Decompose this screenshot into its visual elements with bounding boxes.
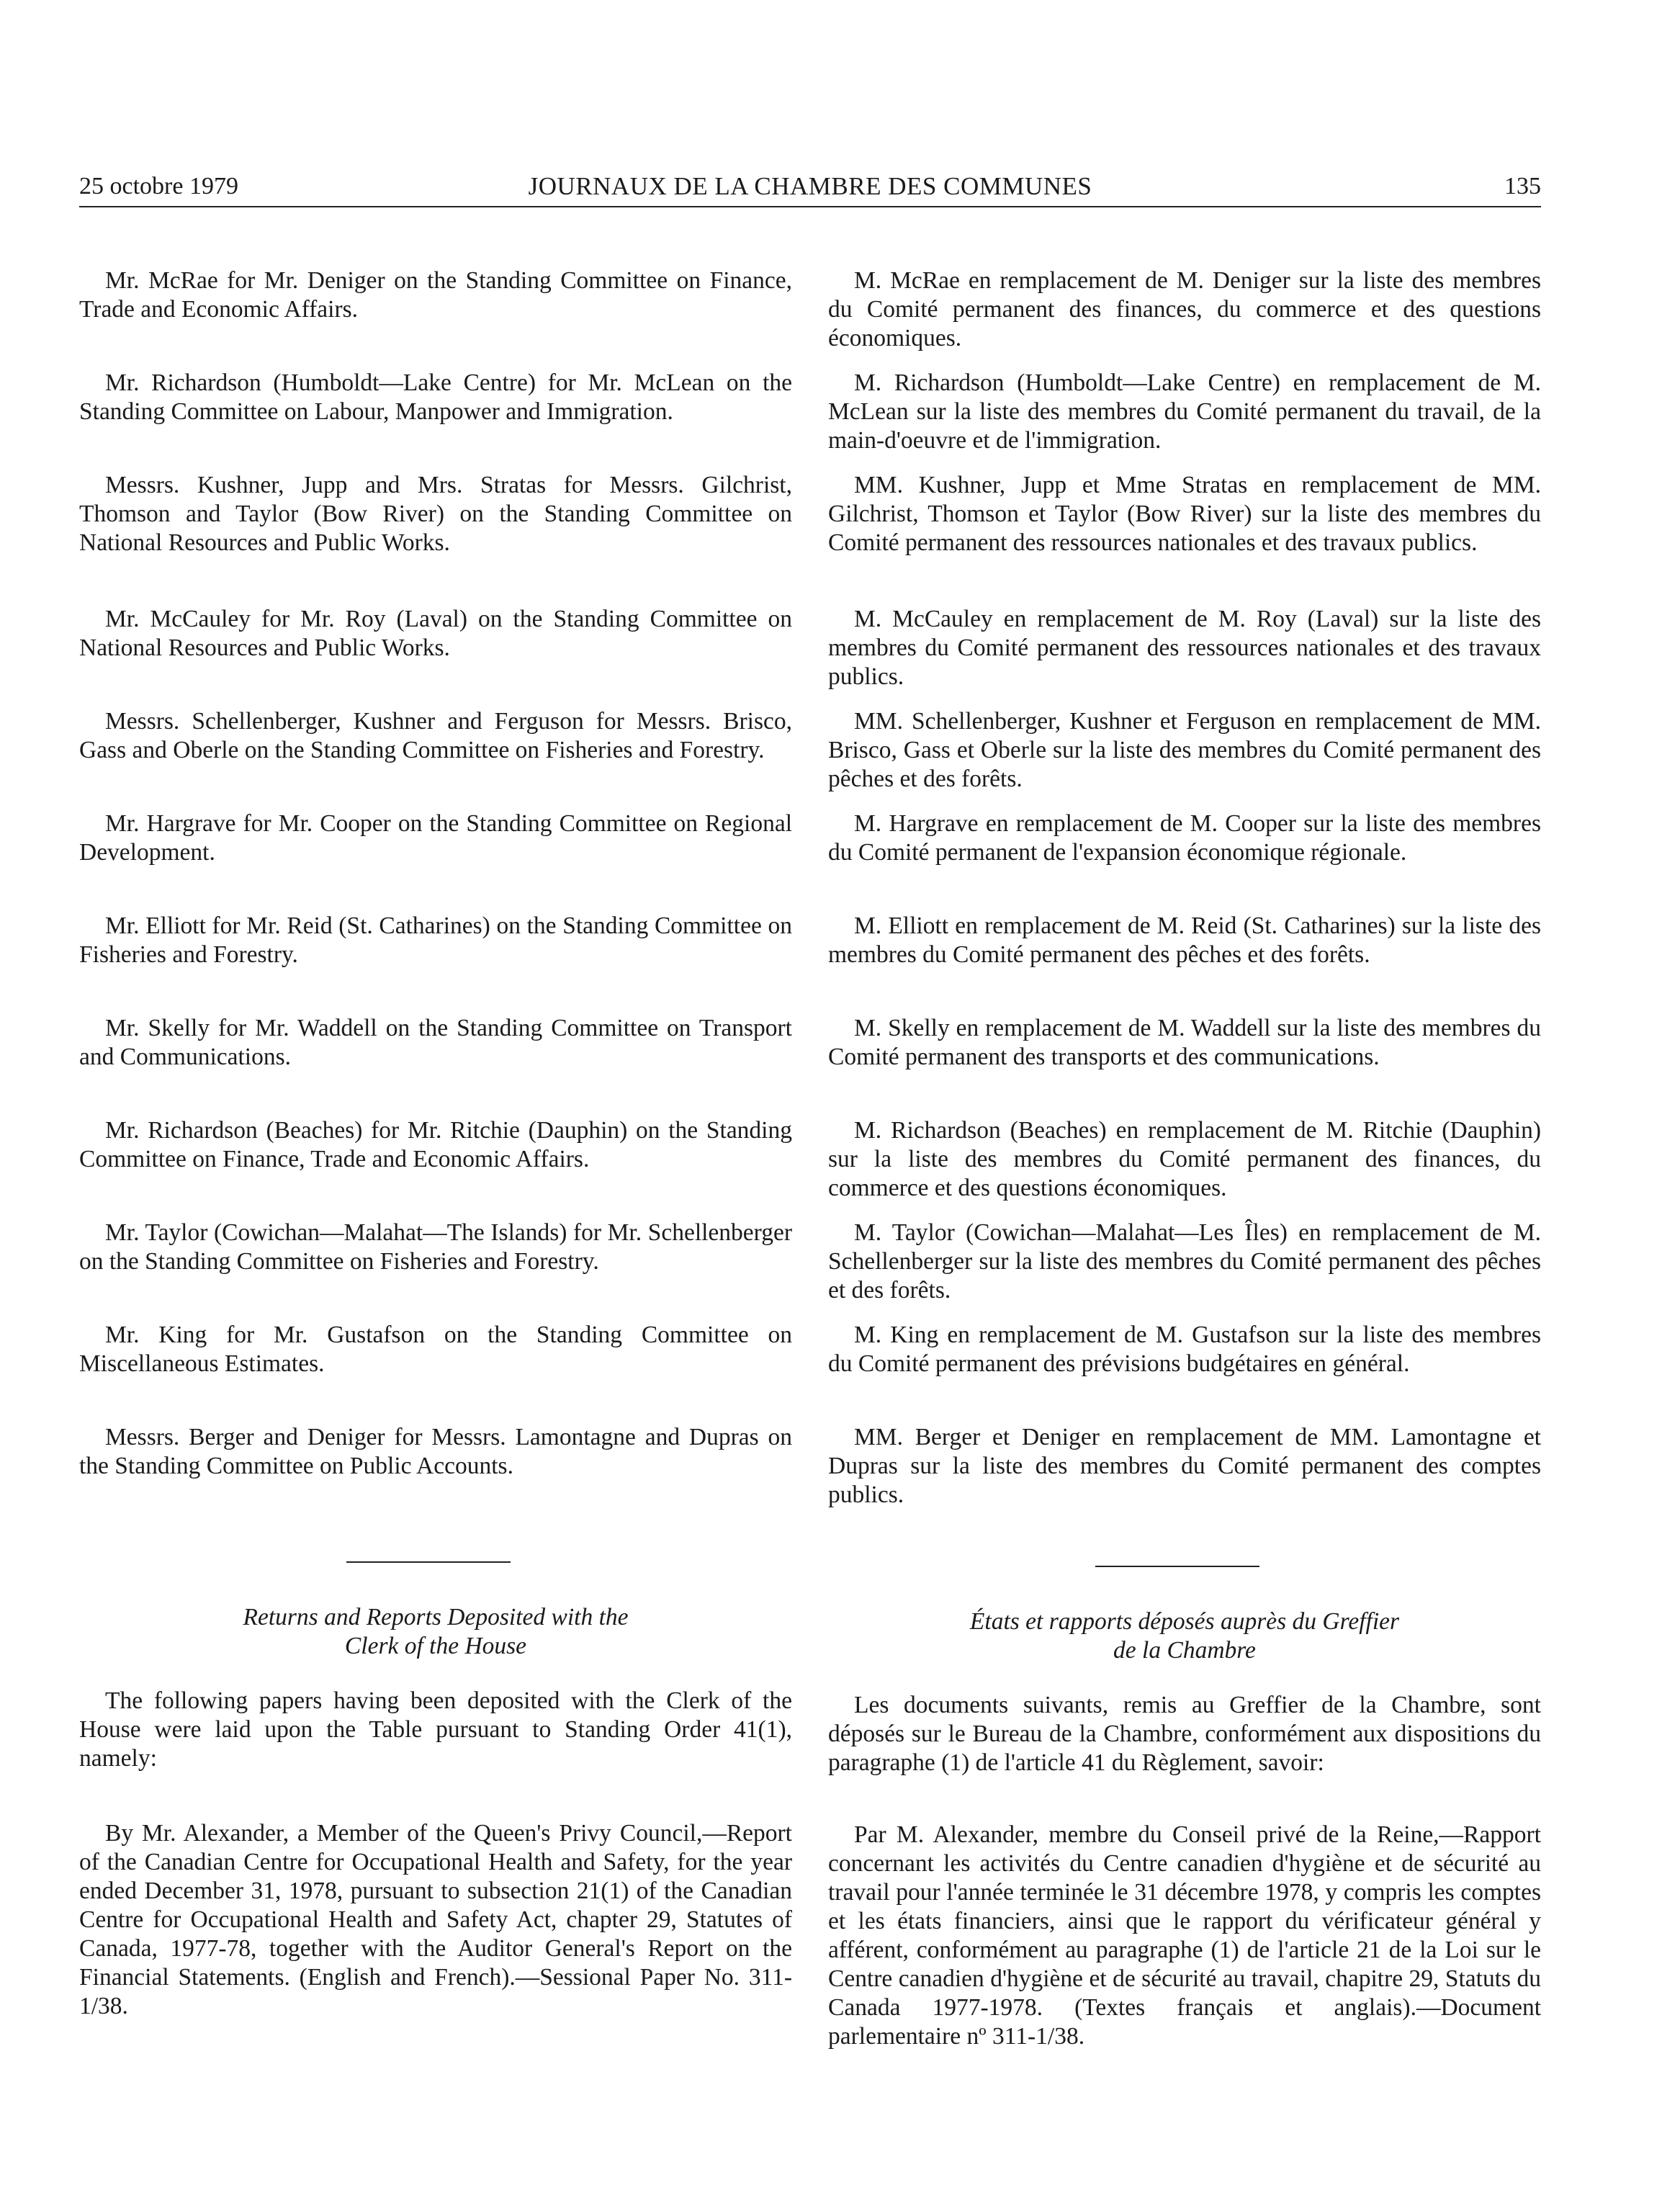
paragraph-en-5: Messrs. Schellenberger, Kushner and Ferguson for Messrs. Brisco, Gass and Oberle on the Standing Committee on Fisheries and Forestry.: [79, 708, 792, 763]
header-date: 25 octobre 1979: [79, 173, 238, 199]
paragraph-en-2: Mr. Richardson (Humboldt—Lake Centre) for Mr. McLean on the Standing Committee on Labour, Manpower and Immigration.: [79, 369, 792, 425]
paragraph-en-11: Mr. King for Mr. Gustafson on the Standing Committee on Miscellaneous Estimates.: [79, 1322, 792, 1377]
paragraph-en-4: Mr. McCauley for Mr. Roy (Laval) on the Standing Committee on National Resources and Public Works.: [79, 606, 792, 661]
page-header: [79, 164, 1541, 207]
section-heading-en-line2: Clerk of the House: [344, 1633, 527, 1659]
paragraph-en-10: Mr. Taylor (Cowichan—Malahat—The Islands) for Mr. Schellenberger on the Standing Committee on Fisheries and Forestry.: [79, 1219, 792, 1275]
paragraph-fr-4: M. McCauley en remplacement de M. Roy (Laval) sur la liste des membres du Comité permanent des ressources nationales et des travaux publics.: [828, 606, 1541, 690]
section-heading-en: [79, 1603, 792, 1661]
paragraph-en-12: Messrs. Berger and Deniger for Messrs. Lamontagne and Dupras on the Standing Committee on Public Accounts.: [79, 1424, 792, 1479]
section-item-en: By Mr. Alexander, a Member of the Queen's Privy Council,—Report of the Canadian Centre for Occupational Health and Safety, for the year ended December 31, 1978, pursuant to subsection 21(1) of the Canadian Centre for Occupational Health and Safety Act, chapter 29, Statutes of Canada, 1977-78, together with the Auditor General's Report on the Financial Statements. (English and French).—Sessional Paper No. 311-1/38.: [79, 1820, 792, 2019]
paragraph-en-6: Mr. Hargrave for Mr. Cooper on the Standing Committee on Regional Development.: [79, 810, 792, 866]
paragraph-fr-10: M. Taylor (Cowichan—Malahat—Les Îles) en remplacement de M. Schellenberger sur la liste des membres du Comité permanent des pêches et des forêts.: [828, 1219, 1541, 1304]
paragraph-en-3: Messrs. Kushner, Jupp and Mrs. Stratas for Messrs. Gilchrist, Thomson and Taylor (Bow River) on the Standing Committee on National Resources and Public Works.: [79, 472, 792, 556]
paragraph-fr-12: MM. Berger et Deniger en remplacement de MM. Lamontagne et Dupras sur la liste des membres du Comité permanent des comptes publics.: [828, 1424, 1541, 1508]
paragraph-fr-7: M. Elliott en remplacement de M. Reid (St. Catharines) sur la liste des membres du Comité permanent des pêches et des forêts.: [828, 912, 1541, 968]
section-intro-en: The following papers having been deposited with the Clerk of the House were laid upon the Table pursuant to Standing Order 41(1), namely:: [79, 1687, 792, 1772]
paragraph-fr-9: M. Richardson (Beaches) en remplacement de M. Ritchie (Dauphin) sur la liste des membres du Comité permanent des finances, du commerce et des questions économiques.: [828, 1117, 1541, 1201]
paragraph-fr-5: MM. Schellenberger, Kushner et Ferguson en remplacement de MM. Brisco, Gass et Oberle sur la liste des membres du Comité permanent des pêches et des forêts.: [828, 708, 1541, 792]
paragraph-en-9: Mr. Richardson (Beaches) for Mr. Ritchie (Dauphin) on the Standing Committee on Finance, Trade and Economic Affairs.: [79, 1117, 792, 1172]
paragraph-en-8: Mr. Skelly for Mr. Waddell on the Standing Committee on Transport and Communications.: [79, 1015, 792, 1070]
paragraph-fr-1: M. McRae en remplacement de M. Deniger sur la liste des membres du Comité permanent des finances, du commerce et des questions économiques.: [828, 267, 1541, 351]
section-intro-fr: Les documents suivants, remis au Greffier de la Chambre, sont déposés sur le Bureau de la Chambre, conformément aux dispositions du paragraphe (1) de l'article 41 du Règlement, savoir:: [828, 1692, 1541, 1776]
section-divider-left: [346, 1561, 511, 1563]
section-heading-fr: [828, 1607, 1541, 1665]
section-divider-right: [1095, 1566, 1259, 1567]
section-item-fr: Par M. Alexander, membre du Conseil privé de la Reine,—Rapport concernant les activités du Centre canadien d'hygiène et de sécurité au travail pour l'année terminée le 31 décembre 1978, y compris les comptes et les états financiers, ainsi que le rapport du vérificateur général y afférent, conformément au paragraphe (1) de l'article 21 de la Loi sur le Centre canadien d'hygiène et de sécurité au travail, chapitre 29, Statuts du Canada 1977-1978. (Textes français et anglais).—Document parlementaire nº 311-1/38.: [828, 1821, 1541, 2050]
paragraph-fr-8: M. Skelly en remplacement de M. Waddell sur la liste des membres du Comité permanent des transports et des communications.: [828, 1015, 1541, 1070]
section-heading-en-line1: Returns and Reports Deposited with the: [243, 1604, 629, 1630]
paragraph-fr-6: M. Hargrave en remplacement de M. Cooper sur la liste des membres du Comité permanent de l'expansion économique régionale.: [828, 810, 1541, 866]
paragraph-fr-3: MM. Kushner, Jupp et Mme Stratas en remplacement de MM. Gilchrist, Thomson et Taylor (Bow River) sur la liste des membres du Comité permanent des ressources nationales et des travaux publics.: [828, 472, 1541, 556]
paragraph-en-7: Mr. Elliott for Mr. Reid (St. Catharines) on the Standing Committee on Fisheries and Forestry.: [79, 912, 792, 968]
paragraph-en-1: Mr. McRae for Mr. Deniger on the Standing Committee on Finance, Trade and Economic Affairs.: [79, 267, 792, 323]
paragraph-fr-2: M. Richardson (Humboldt—Lake Centre) en remplacement de M. McLean sur la liste des membres du Comité permanent du travail, de la main-d'oeuvre et de l'immigration.: [828, 369, 1541, 454]
header-title: JOURNAUX DE LA CHAMBRE DES COMMUNES: [528, 172, 1092, 200]
section-heading-fr-line2: de la Chambre: [1113, 1637, 1256, 1664]
paragraph-fr-11: M. King en remplacement de M. Gustafson sur la liste des membres du Comité permanent des prévisions budgétaires en général.: [828, 1322, 1541, 1377]
section-heading-fr-line1: États et rapports déposés auprès du Greffier: [969, 1608, 1400, 1635]
page-number: 135: [1504, 173, 1541, 199]
